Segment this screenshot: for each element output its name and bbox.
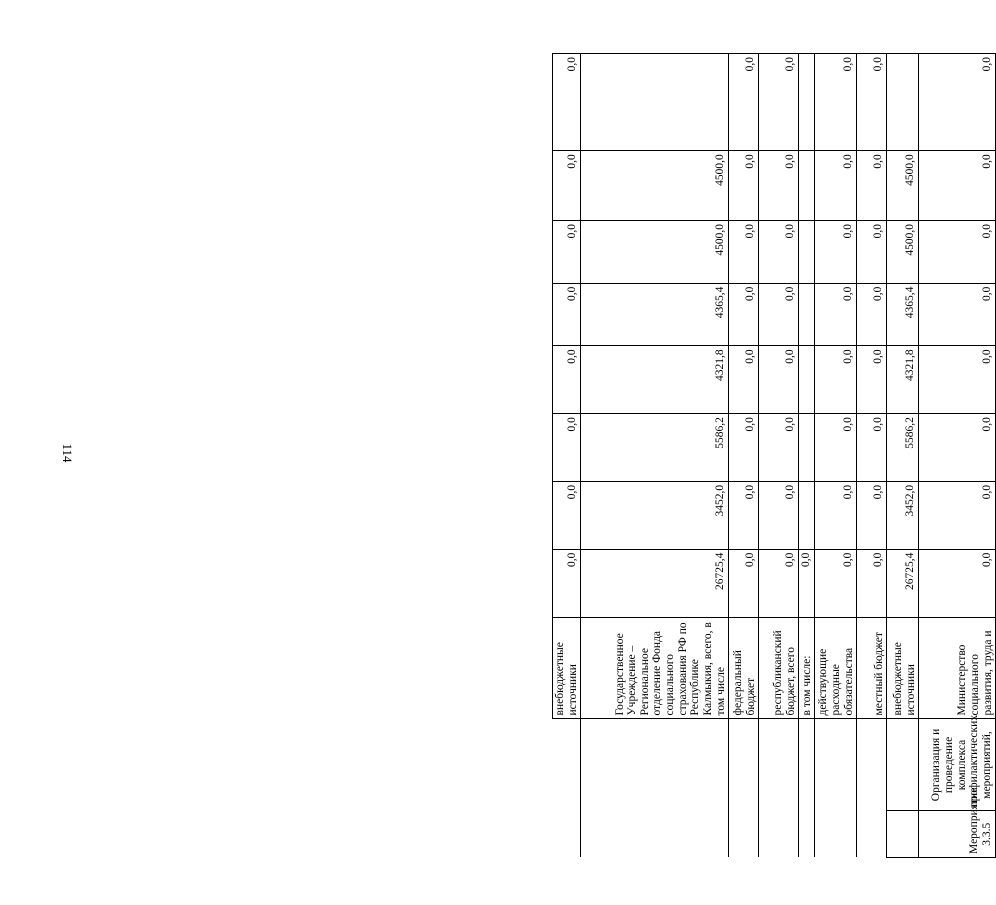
empty-cell <box>553 719 581 811</box>
value-cell: 0,0 <box>857 549 887 618</box>
value-cell: 0,0 <box>729 220 759 283</box>
value-cell: 0,0 <box>759 54 799 151</box>
rotated-table-container <box>552 53 994 858</box>
value-cell: 4321,8 <box>581 346 729 414</box>
value-cell <box>799 220 815 283</box>
empty-cell <box>857 719 887 811</box>
value-cell: 4321,8 <box>887 346 919 414</box>
value-cell <box>799 414 815 482</box>
value-cell: 0,0 <box>759 151 799 221</box>
value-cell: 5586,2 <box>887 414 919 482</box>
empty-cell <box>815 719 857 811</box>
empty-cell <box>857 811 887 858</box>
table-row <box>799 54 815 858</box>
value-cell: 3452,0 <box>581 481 729 549</box>
value-cell: 0,0 <box>759 220 799 283</box>
empty-cell <box>887 719 919 811</box>
table-row <box>815 54 857 858</box>
value-cell: 4365,4 <box>887 283 919 346</box>
table-row <box>553 54 581 858</box>
value-cell: 0,0 <box>729 414 759 482</box>
source-cell: внебюджетные источники <box>887 618 919 719</box>
source-cell: Министерство социального развития, труда и <box>919 618 996 719</box>
empty-cell <box>759 811 799 858</box>
value-cell: 0,0 <box>729 151 759 221</box>
value-cell: 0,0 <box>857 151 887 221</box>
source-cell: в том числе: <box>799 618 815 719</box>
value-cell: 5586,2 <box>581 414 729 482</box>
value-cell: 0,0 <box>553 151 581 221</box>
value-cell: 0,0 <box>857 414 887 482</box>
value-cell: 0,0 <box>815 346 857 414</box>
value-cell: 3452,0 <box>887 481 919 549</box>
value-cell: 0,0 <box>759 346 799 414</box>
empty-cell <box>887 811 919 858</box>
value-cell <box>799 346 815 414</box>
value-cell: 4500,0 <box>887 151 919 221</box>
table-row <box>857 54 887 858</box>
value-cell <box>799 283 815 346</box>
source-cell: федеральный бюджет <box>729 618 759 719</box>
value-cell <box>581 54 729 151</box>
value-cell: 0,0 <box>857 283 887 346</box>
table-row <box>759 54 799 858</box>
value-cell: 0,0 <box>553 481 581 549</box>
value-cell: 0,0 <box>815 481 857 549</box>
value-cell: 0,0 <box>919 283 996 346</box>
value-cell: 0,0 <box>729 481 759 549</box>
empty-cell <box>799 719 815 811</box>
value-cell <box>799 481 815 549</box>
budget-table <box>552 53 996 858</box>
value-cell: 0,0 <box>553 414 581 482</box>
table-row <box>887 54 919 858</box>
value-cell: 0,0 <box>815 54 857 151</box>
source-cell: действующие расходные обязательства <box>815 618 857 719</box>
measure-label: Мероприятие 3.3.5 <box>919 811 996 858</box>
value-cell: 4365,4 <box>581 283 729 346</box>
source-cell: местный бюджет <box>857 618 887 719</box>
value-cell: 0,0 <box>553 220 581 283</box>
value-cell: 0,0 <box>857 54 887 151</box>
value-cell: 0,0 <box>759 414 799 482</box>
value-cell: 0,0 <box>553 549 581 618</box>
source-cell: республиканский бюджет, всего <box>759 618 799 719</box>
empty-cell <box>799 811 815 858</box>
value-cell: 4500,0 <box>887 220 919 283</box>
value-cell: 0,0 <box>857 346 887 414</box>
empty-cell <box>815 811 857 858</box>
value-cell: 0,0 <box>759 283 799 346</box>
empty-cell <box>729 811 759 858</box>
value-cell: 0,0 <box>815 220 857 283</box>
value-cell: 0,0 <box>919 151 996 221</box>
value-cell: 0,0 <box>729 549 759 618</box>
empty-cell <box>729 719 759 811</box>
value-cell: 0,0 <box>919 54 996 151</box>
value-cell <box>799 54 815 151</box>
value-cell: 26725,4 <box>887 549 919 618</box>
source-cell: внебюджетные источники <box>553 618 581 719</box>
value-cell <box>799 151 815 221</box>
value-cell: 4500,0 <box>581 220 729 283</box>
value-cell: 0,0 <box>759 549 799 618</box>
value-cell: 0,0 <box>919 549 996 618</box>
value-cell: 0,0 <box>815 283 857 346</box>
value-cell: 0,0 <box>919 481 996 549</box>
value-cell: 0,0 <box>799 549 815 618</box>
value-cell: 0,0 <box>729 346 759 414</box>
value-cell: 0,0 <box>815 414 857 482</box>
empty-cell <box>759 719 799 811</box>
value-cell: 0,0 <box>815 549 857 618</box>
measure-name: Организация и проведение комплекса профилактических мероприятий, <box>919 719 996 811</box>
value-cell: 0,0 <box>553 54 581 151</box>
value-cell: 0,0 <box>729 54 759 151</box>
empty-cell <box>581 719 729 811</box>
page-number: 114 <box>60 443 75 463</box>
value-cell: 0,0 <box>729 283 759 346</box>
value-cell: 0,0 <box>919 346 996 414</box>
table-row <box>919 54 996 858</box>
value-cell: 0,0 <box>553 283 581 346</box>
empty-cell <box>553 811 581 858</box>
value-cell: 4500,0 <box>581 151 729 221</box>
value-cell <box>887 54 919 151</box>
value-cell: 0,0 <box>857 220 887 283</box>
value-cell: 0,0 <box>759 481 799 549</box>
value-cell: 26725,4 <box>581 549 729 618</box>
table-row <box>581 54 729 858</box>
empty-cell <box>581 811 729 858</box>
value-cell: 0,0 <box>919 220 996 283</box>
value-cell: 0,0 <box>857 481 887 549</box>
value-cell: 0,0 <box>919 414 996 482</box>
table-row <box>729 54 759 858</box>
value-cell: 0,0 <box>815 151 857 221</box>
source-cell: Государственное Учреждение – Региональное отделение Фонда социального страхования РФ по Республике Калмыкия, всего, в том числе <box>581 618 729 719</box>
value-cell: 0,0 <box>553 346 581 414</box>
